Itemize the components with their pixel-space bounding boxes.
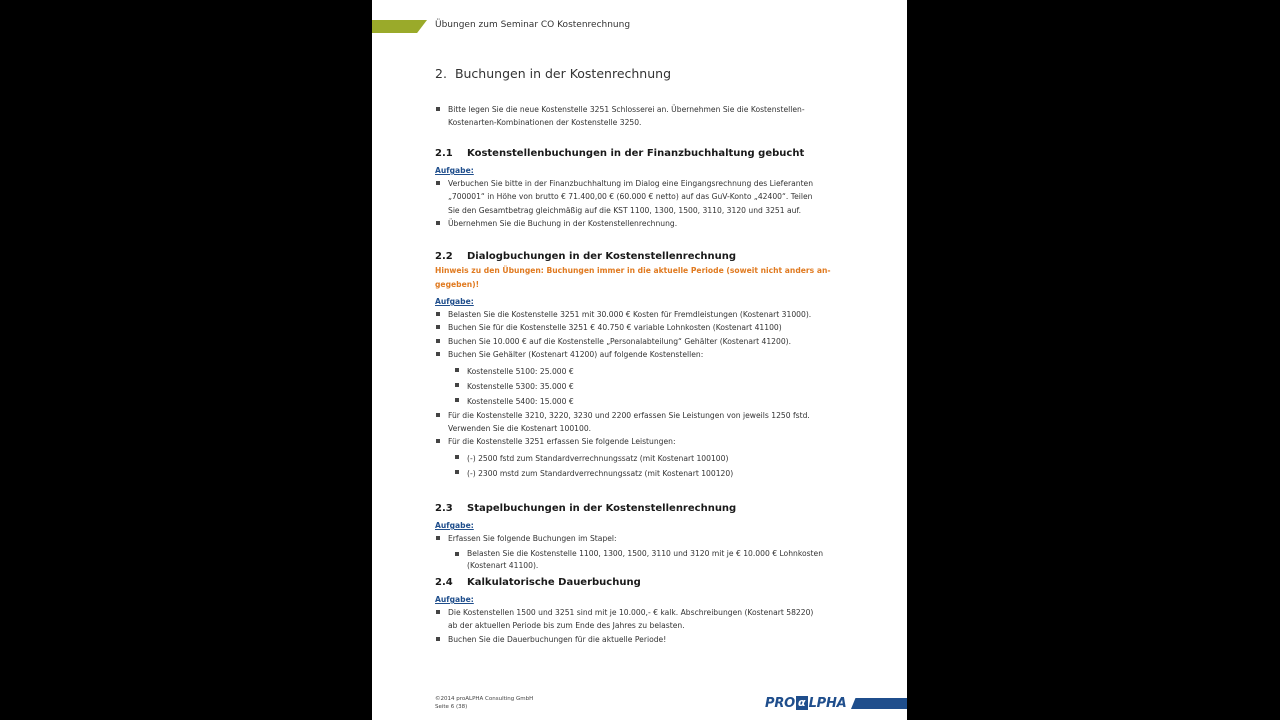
list-item: Erfassen Sie folgende Buchungen im Stapel: bbox=[435, 532, 835, 545]
footer-copyright: ©2014 proALPHA Consulting GmbH bbox=[435, 696, 534, 702]
list-item: Buchen Sie 10.000 € auf die Kostenstelle „Personalabteilung“ Gehälter (Kostenart 41200). bbox=[435, 335, 835, 348]
list-item: Verbuchen Sie bitte in der Finanzbuchhaltung im Dialog eine Eingangsrechnung des Lieferanten „700001“ in Höhe von brutto € 71.400,00 € (60.000 € netto) auf das GuV-Konto „42400“. Teilen Sie den Gesamtbetrag gleichmäßig auf die KST 1100, 1300, 1500, 3110, 3120 und 3251 auf. bbox=[435, 177, 835, 217]
section-2-2 bbox=[435, 250, 835, 481]
intro-block bbox=[435, 103, 835, 130]
sub-list-item: Kostenstelle 5100: 25.000 € bbox=[435, 364, 835, 379]
logo-accent-bar bbox=[851, 698, 907, 709]
sub-list-item: Kostenstelle 5300: 35.000 € bbox=[435, 379, 835, 394]
list-item: Belasten Sie die Kostenstelle 3251 mit 30.000 € Kosten für Fremdleistungen (Kostenart 31000). bbox=[435, 308, 835, 321]
aufgabe-label: Aufgabe: bbox=[435, 521, 474, 530]
list-item: Buchen Sie die Dauerbuchungen für die aktuelle Periode! bbox=[435, 633, 835, 646]
aufgabe-label: Aufgabe: bbox=[435, 166, 474, 175]
list-item: Übernehmen Sie die Buchung in der Kostenstellenrechnung. bbox=[435, 217, 835, 230]
subheading-2-3: 2.3 Stapelbuchungen in der Kostenstellenrechnung bbox=[435, 503, 737, 514]
subheading-2-1: 2.1 Kostenstellenbuchungen in der Finanzbuchhaltung gebucht bbox=[435, 148, 805, 159]
footer bbox=[435, 695, 533, 711]
hint-text: Hinweis zu den Übungen: Buchungen immer in die aktuelle Periode (soweit nicht anders an- gegeben)! bbox=[435, 266, 831, 289]
list-item: Die Kostenstellen 1500 und 3251 sind mit je 10.000,- € kalk. Abschreibungen (Kostenart 58220) ab der aktuellen Periode bis zum Ende des Jahres zu belasten. bbox=[435, 606, 835, 633]
aufgabe-label: Aufgabe: bbox=[435, 595, 474, 604]
section-2-3 bbox=[435, 502, 835, 571]
section-number: 2. bbox=[435, 66, 447, 81]
list-item: Für die Kostenstelle 3251 erfassen Sie folgende Leistungen: bbox=[435, 435, 835, 448]
list-item: Für die Kostenstelle 3210, 3220, 3230 und 2200 erfassen Sie Leistungen von jeweils 1250 fstd. Verwenden Sie die Kostenart 100100. bbox=[435, 409, 835, 436]
section-title bbox=[435, 66, 671, 81]
list-item: Buchen Sie für die Kostenstelle 3251 € 40.750 € variable Lohnkosten (Kostenart 41100) bbox=[435, 321, 835, 334]
document-page bbox=[372, 0, 907, 720]
header-title: Übungen zum Seminar CO Kostenrechnung bbox=[435, 20, 631, 30]
proalpha-logo: PRO α LPHA bbox=[765, 695, 847, 711]
aufgabe-label: Aufgabe: bbox=[435, 297, 474, 306]
sub-list-item: (-) 2300 mstd zum Standardverrechnungssatz (mit Kostenart 100120) bbox=[435, 466, 835, 481]
section-2-4 bbox=[435, 576, 835, 646]
intro-bullet: Bitte legen Sie die neue Kostenstelle 3251 Schlosserei an. Übernehmen Sie die Kostenstellen- Kostenarten-Kombinationen der Kostenstelle 3250. bbox=[435, 103, 835, 130]
section-title-text: Buchungen in der Kostenrechnung bbox=[454, 66, 672, 81]
subheading-2-4: 2.4 Kalkulatorische Dauerbuchung bbox=[435, 577, 641, 588]
header-accent-bar bbox=[372, 20, 427, 33]
footer-page-number: Seite 6 (38) bbox=[435, 704, 468, 710]
subheading-2-2: 2.2 Dialogbuchungen in der Kostenstellenrechnung bbox=[435, 251, 737, 262]
list-item: Buchen Sie Gehälter (Kostenart 41200) auf folgende Kostenstellen: bbox=[435, 348, 835, 361]
section-2-1 bbox=[435, 147, 835, 231]
sub-list-item: Kostenstelle 5400: 15.000 € bbox=[435, 394, 835, 409]
sub-list-item: (-) 2500 fstd zum Standardverrechnungssatz (mit Kostenart 100100) bbox=[435, 451, 835, 466]
sub-list-item: Belasten Sie die Kostenstelle 1100, 1300, 1500, 3110 und 3120 mit je € 10.000 € Lohnkosten (Kostenart 41100). bbox=[435, 548, 835, 571]
